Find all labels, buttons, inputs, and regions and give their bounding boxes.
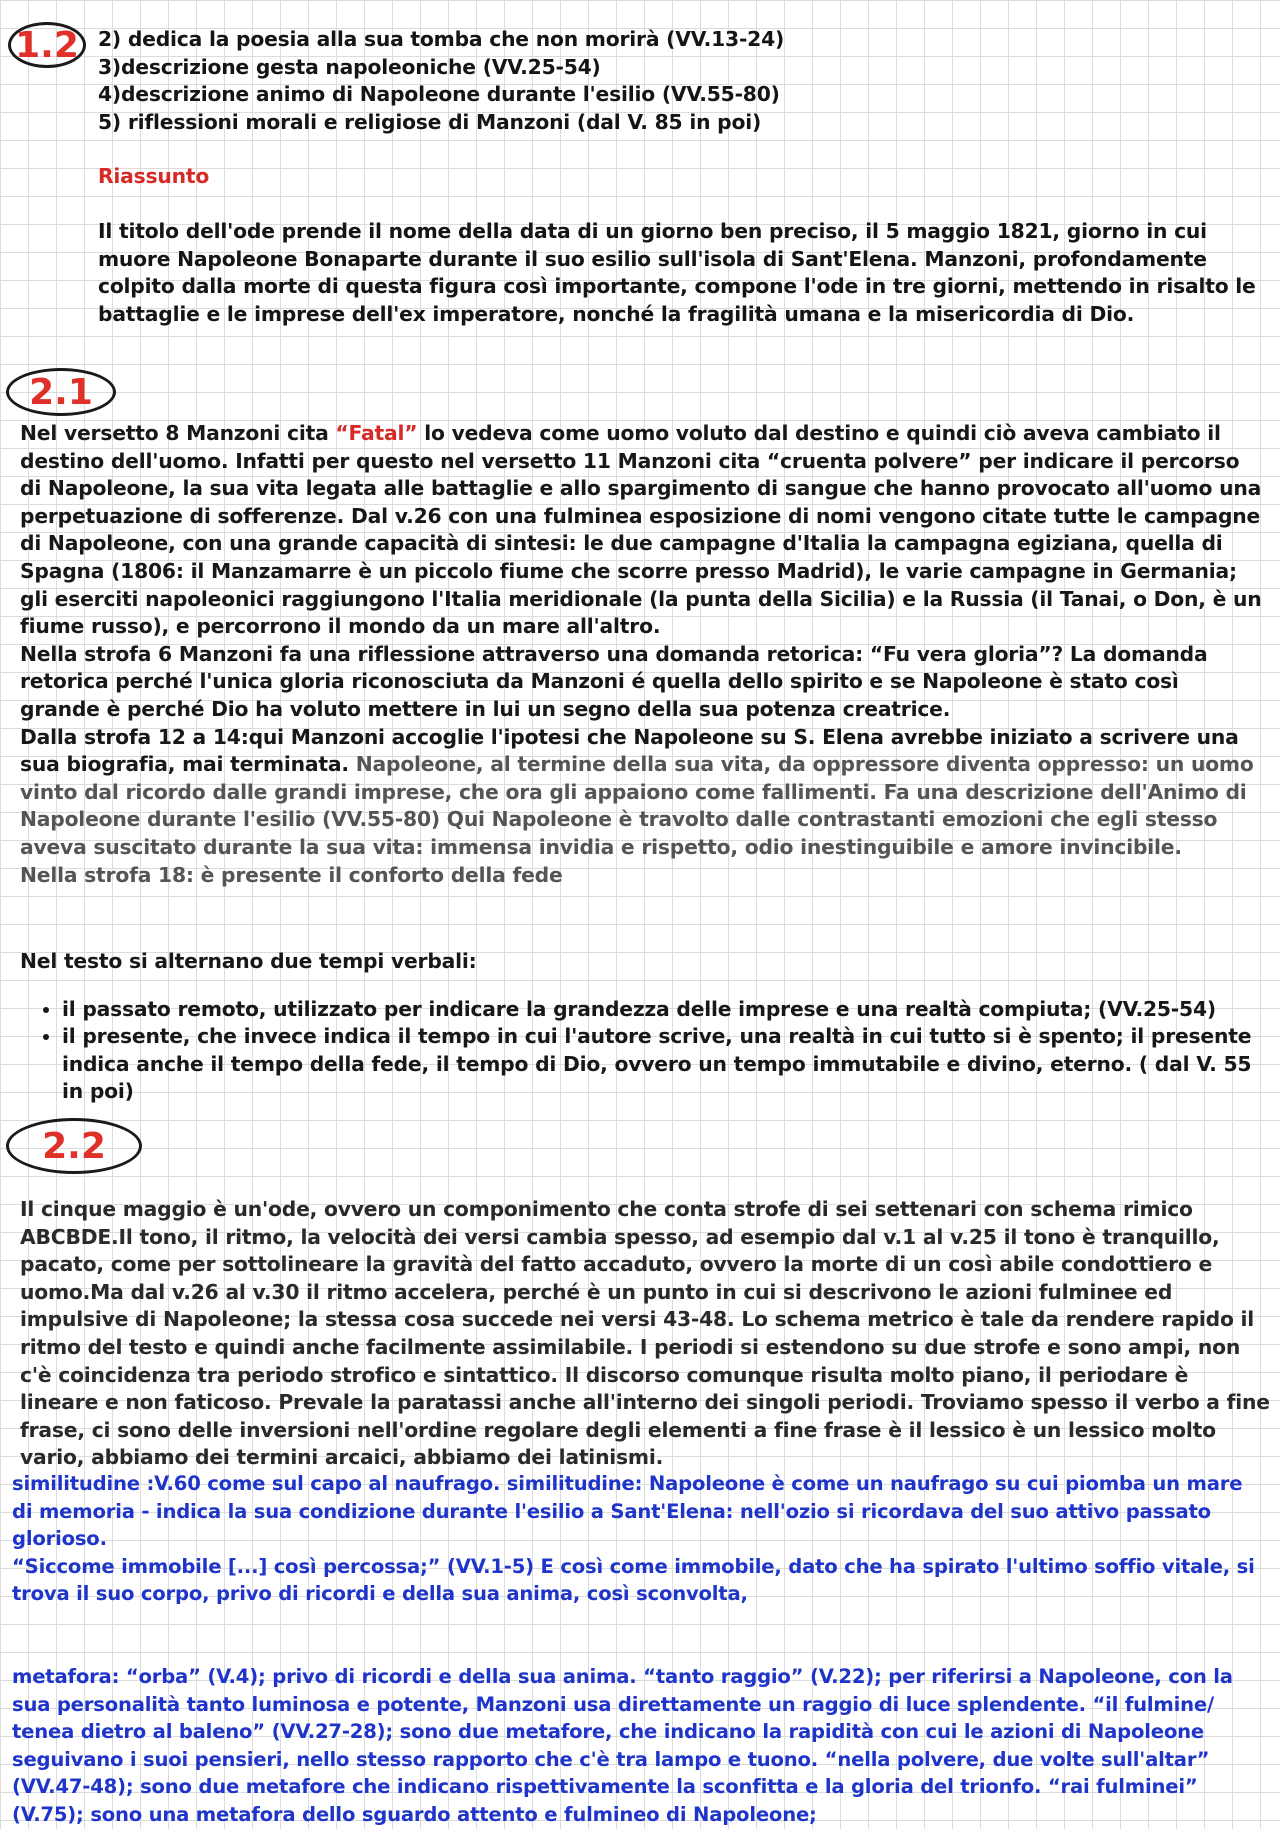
text-run: Nel versetto 8 Manzoni cita bbox=[20, 421, 336, 445]
text-run: lo vedeva come uomo voluto dal destino e quindi ciò aveva cambiato il destino dell'uomo. Infatti per questo nel versetto 11 Manzoni cita “cruenta polvere” per indicare il percorso di Napoleone, la sua vita legata alle battaglie e allo spargimento di sangue che hanno provocato all'uomo una perpetuazione di sofferenze. Dal v.26 con una fulminea esposizione di nomi vengono citate tutte le campagne di Napoleone, con una grande capacità di sintesi: le due campagne d'Italia la campagna egiziana, quella di Spagna (1806: il Manzamarre è un piccolo fiume che scorre presso Madrid), le varie campagne in Germania; gli eserciti napoleonici raggiungono l'Italia meridionale (la punta della Sicilia) e la Russia (il Tanai, o Don, è un fiume russo), e percorrono il mondo da un mare all'altro. bbox=[20, 421, 1262, 639]
section-badge-2-1: 2.1 bbox=[6, 368, 116, 416]
paragraph: Nella strofa 18: è presente il conforto della fede bbox=[20, 862, 563, 887]
paragraph: “Siccome immobile [...] così percossa;” (VV.1-5) E così come immobile, dato che ha spirato l'ultimo soffio vitale, si trova il suo corpo, privo di ricordi e della sua anima, così sconvolta, bbox=[12, 1554, 1255, 1606]
section-2-1 bbox=[20, 420, 1262, 889]
summary-heading: Riassunto bbox=[98, 164, 210, 189]
paragraph bbox=[20, 420, 1262, 641]
highlight-term: “Fatal” bbox=[335, 421, 418, 445]
paragraph: Nella strofa 6 Manzoni fa una riflessione attraverso una domanda retorica: “Fu vera gloria”? La domanda retorica perché l'unica gloria riconosciuta da Manzoni é quella dello spirito e se Napoleone è stato così grande è perché Dio ha voluto mettere in lui un segno della sua potenza creatrice. bbox=[20, 641, 1208, 721]
text-run: Dalla strofa 12 a 14:qui Manzoni accoglie l'ipotesi che Napoleone su S. Elena avrebbe iniziato a scrivere una sua biografia, mai terminata. bbox=[20, 724, 1239, 777]
outline-line: 2) dedica la poesia alla sua tomba che non morirà (VV.13-24) bbox=[98, 27, 785, 51]
section-badge-1-2: 1.2 bbox=[8, 22, 86, 68]
paragraph: similitudine :V.60 come sul capo al naufrago. similitudine: Napoleone è come un naufrago su cui piomba un mare di memoria - indica la sua condizione durante l'esilio a Sant'Elena: nell'ozio si ricordava del suo attivo passato glorioso. bbox=[12, 1472, 1243, 1551]
list-item: • il passato remoto, utilizzato per indicare la grandezza delle imprese e una realtà compiuta; (VV.25-54) bbox=[62, 996, 1262, 1024]
section-badge-2-2: 2.2 bbox=[6, 1118, 142, 1174]
outline-line: 4)descrizione animo di Napoleone durante l'esilio (VV.55-80) bbox=[98, 82, 780, 107]
paragraph bbox=[20, 724, 1262, 862]
paragraph: metafora: “orba” (V.4); privo di ricordi e della sua anima. “tanto raggio” (V.22); per riferirsi a Napoleone, con la sua personalità tanto luminosa e potente, Manzoni usa direttamente un raggio di luce splendente. “il fulmine/ tenea dietro al baleno” (VV.27-28); sono due metafore, che indicano la rapidità con cui le azioni di Napoleone seguivano i suoi pensieri, nello stesso rapporto che c'è tra lampo e tuono. “nella polvere, due volte sull'altar” (VV.47-48); sono due metafore che indicano rispettivamente la sconfitta e la gloria del trionfo. “rai fulminei” (V.75); sono una metafora dello sguardo attento e fulmineo di Napoleone; bbox=[12, 1664, 1233, 1826]
list-item: • il presente, che invece indica il tempo in cui l'autore scrive, una realtà in cui tutto si è spento; il presente indica anche il tempo della fede, il tempo di Dio, ovvero un tempo immutabile e divino, eterno. ( dal V. 55 in poi) bbox=[62, 1023, 1262, 1106]
verb-tenses-section bbox=[20, 948, 1262, 1106]
summary-paragraph: Il titolo dell'ode prende il nome della data di un giorno ben preciso, il 5 maggio 1821, giorno in cui muore Napoleone Bonaparte durante il suo esilio sull'isola di Sant'Elena. Manzoni, profondamente colpito dalla morte di questa figura così importante, compone l'ode in tre giorni, mettendo in risalto le battaglie e le imprese dell'ex imperatore, nonché la fragilità umana e la misericordia di Dio. bbox=[98, 218, 1256, 326]
verbs-list bbox=[20, 996, 1262, 1106]
figures-of-speech bbox=[12, 1470, 1262, 1829]
section-2-2 bbox=[20, 1196, 1270, 1472]
verbs-intro: Nel testo si alternano due tempi verbali: bbox=[20, 949, 477, 973]
text-run: Napoleone, al termine della sua vita, da oppressore diventa oppresso: un uomo vinto dal ricordo dalle grandi imprese, che ora gli appaiono come fallimenti. Fa una descrizione dell'Animo di Napoleone durante l'esilio (VV.55-80) Qui Napoleone è travolto dalle contrastanti emozioni che egli stesso aveva suscitato durante la sua vita: immensa invidia e rispetto, odio inestinguibile e amore invincibile. bbox=[20, 752, 1254, 859]
section-1-2 bbox=[98, 26, 1258, 328]
outline-line: 3)descrizione gesta napoleoniche (VV.25-54) bbox=[98, 54, 601, 79]
outline-line: 5) riflessioni morali e religiose di Manzoni (dal V. 85 in poi) bbox=[98, 109, 762, 134]
paragraph: Il cinque maggio è un'ode, ovvero un componimento che conta strofe di sei settenari con schema rimico ABCBDE.Il tono, il ritmo, la velocità dei versi cambia spesso, ad esempio dal v.1 al v.25 il tono è tranquillo, pacato, come per sottolineare la gravità del fatto accaduto, ovvero la morte di un così abile condottiero e uomo.Ma dal v.26 al v.30 il ritmo accelera, perché è un punto in cui si descrivono le azioni fulminee ed impulsive di Napoleone; la stessa cosa succede nei versi 43-48. Lo schema metrico è tale da rendere rapido il ritmo del testo e quindi anche facilmente assimilabile. I periodi si estendono su due strofe e sono ampi, non c'è coincidenza tra periodo strofico e sintattico. Il discorso comunque risulta molto piano, il periodare è lineare e non faticoso. Prevale la paratassi anche all'interno dei singoli periodi. Troviamo spesso il verbo a fine frase, ci sono delle inversioni nell'ordine regolare degli elementi a fine frase è il lessico è un lessico molto vario, abbiamo dei termini arcaici, abbiamo dei latinismi. bbox=[20, 1197, 1270, 1470]
